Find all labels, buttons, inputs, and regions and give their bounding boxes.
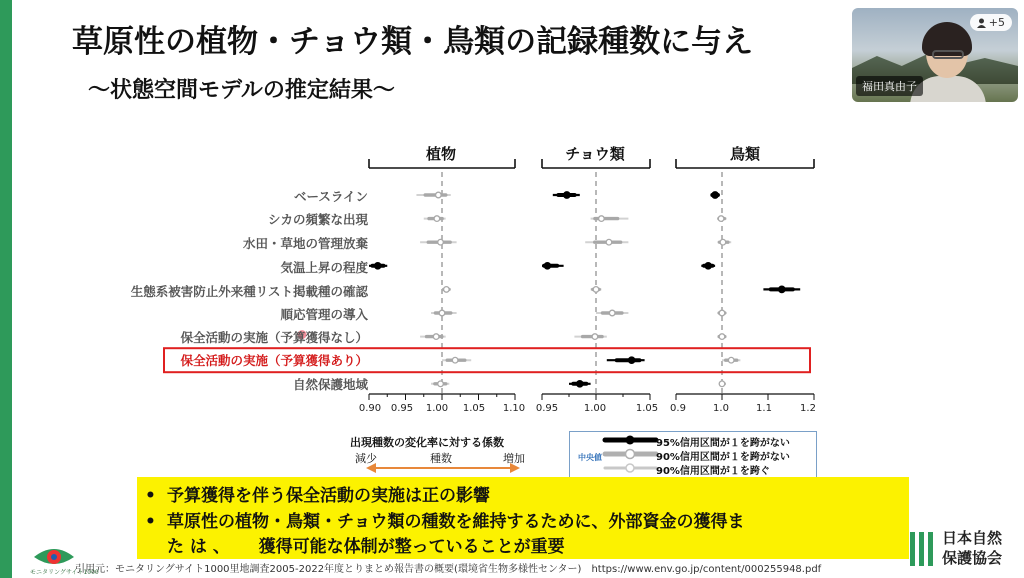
- median-point: [628, 357, 634, 363]
- row-label-baseline: ベースライン: [293, 189, 368, 204]
- median-point: [719, 310, 725, 316]
- tick-label: 1.00: [583, 403, 607, 414]
- row-label-protected-area: 自然保護地域: [292, 377, 368, 392]
- citation-text: 引用元：モニタリングサイト1000里地調査2005-2022年度とりまとめ報告書の概要(環境省生物多様性センター) https://www.env.go.jp/content/000255948.pdf: [75, 564, 822, 575]
- row-label-temperature: 気温上昇の程度: [280, 260, 368, 275]
- nacsj-logo-text: [942, 528, 1002, 568]
- nacsj-logo: [910, 528, 1020, 574]
- row-label-abandonment: 水田・草地の管理放棄: [242, 236, 368, 251]
- tick-label: 1.1: [756, 403, 772, 414]
- eye-logo-icon: [30, 543, 78, 567]
- participant-name: 福田真由子: [856, 76, 923, 96]
- slide-title: 草原性の植物・チョウ類・鳥類の記録種数に与え: [72, 24, 754, 60]
- x-axis-label: 出現種数の変化率に対する係数: [350, 436, 504, 449]
- direction-increase-label: 増加: [503, 452, 525, 465]
- median-point: [606, 239, 612, 245]
- median-point: [438, 239, 444, 245]
- median-point: [719, 381, 725, 387]
- median-point: [599, 216, 605, 222]
- median-point: [712, 192, 718, 198]
- median-point: [564, 192, 570, 198]
- median-point: [444, 287, 450, 293]
- median-point: [719, 334, 725, 340]
- tick-label: 1.10: [502, 403, 526, 414]
- tick-label: 1.0: [713, 403, 729, 414]
- median-point: [433, 334, 439, 340]
- median-point: [720, 239, 726, 245]
- median-point: [728, 357, 734, 363]
- panel-title-birds: 鳥類: [729, 145, 760, 163]
- legend-item-95: 95%信用区間が１を跨がない: [656, 438, 790, 449]
- nacsj-logo-line1: 日本自然: [942, 529, 1003, 547]
- median-point: [577, 381, 583, 387]
- row-label-conservation-no-budget: 保全活動の実施（予算獲得なし）: [180, 330, 368, 345]
- tick-label: 1.05: [635, 403, 659, 414]
- bullet-1-text: 予算獲得を伴う保全活動の実施は正の影響: [167, 486, 490, 506]
- conclusion-box: [137, 477, 909, 559]
- legend-item-90-not-crossing: 90%信用区間が１を跨がない: [656, 452, 790, 463]
- median-point: [592, 334, 598, 340]
- nacsj-logo-line2: 保護協会: [942, 549, 1003, 567]
- panel-title-butterflies: チョウ類: [565, 145, 625, 163]
- bullet-2-text: 草原性の植物・鳥類・チョウ類の種数を維持するために、外部資金の獲得ま: [167, 512, 745, 532]
- slide-subtitle: 〜状態空間モデルの推定結果〜: [88, 78, 395, 103]
- panel-title-plants: 植物: [425, 145, 456, 163]
- bullet-2: • 草原性の植物・鳥類・チョウ類の種数を維持するために、外部資金の獲得ま: [145, 512, 745, 532]
- tick-label: 0.95: [535, 403, 559, 414]
- tick-label: 1.00: [425, 403, 449, 414]
- nacsj-logo-bars: [910, 532, 937, 570]
- bullet-2-continued: た は 、 獲得可能な体制が整っていることが重要: [167, 537, 565, 557]
- median-point: [434, 216, 440, 222]
- tick-label: 1.2: [800, 403, 816, 414]
- median-point: [452, 357, 458, 363]
- bullet-1: • 予算獲得を伴う保全活動の実施は正の影響: [145, 486, 490, 506]
- tick-label: 0.9: [670, 403, 686, 414]
- median-point: [593, 287, 599, 293]
- tick-label: 0.90: [358, 403, 382, 414]
- row-label-conservation-budget: 保全活動の実施（予算獲得あり）: [180, 353, 368, 368]
- tick-label: 1.05: [462, 403, 486, 414]
- row-label-adaptive-management: 順応管理の導入: [280, 307, 368, 322]
- row-label-deer: シカの頻繁な出現: [267, 212, 368, 227]
- row-label-invasive: 生態系被害防止外来種リスト掲載種の確認: [130, 284, 368, 299]
- direction-species-label: 種数: [430, 452, 452, 465]
- direction-decrease-label: 減少: [355, 452, 377, 465]
- median-point: [438, 381, 444, 387]
- legend-item-90-crossing: 90%信用区間が１を跨ぐ: [656, 466, 770, 477]
- median-point: [779, 286, 785, 292]
- tick-label: 0.95: [390, 403, 414, 414]
- chart-legend: [569, 431, 817, 481]
- median-point: [609, 310, 615, 316]
- median-point: [436, 192, 442, 198]
- monitoring-site-logo: [30, 543, 99, 576]
- median-point: [544, 263, 550, 269]
- legend-median-label: 中央値: [578, 453, 602, 462]
- participant-count: +5: [988, 16, 1005, 29]
- median-point: [718, 216, 724, 222]
- median-point: [375, 263, 381, 269]
- median-point: [705, 263, 711, 269]
- median-point: [439, 310, 445, 316]
- monitoring-site-logo-caption: モニタリングサイト1000: [30, 569, 99, 576]
